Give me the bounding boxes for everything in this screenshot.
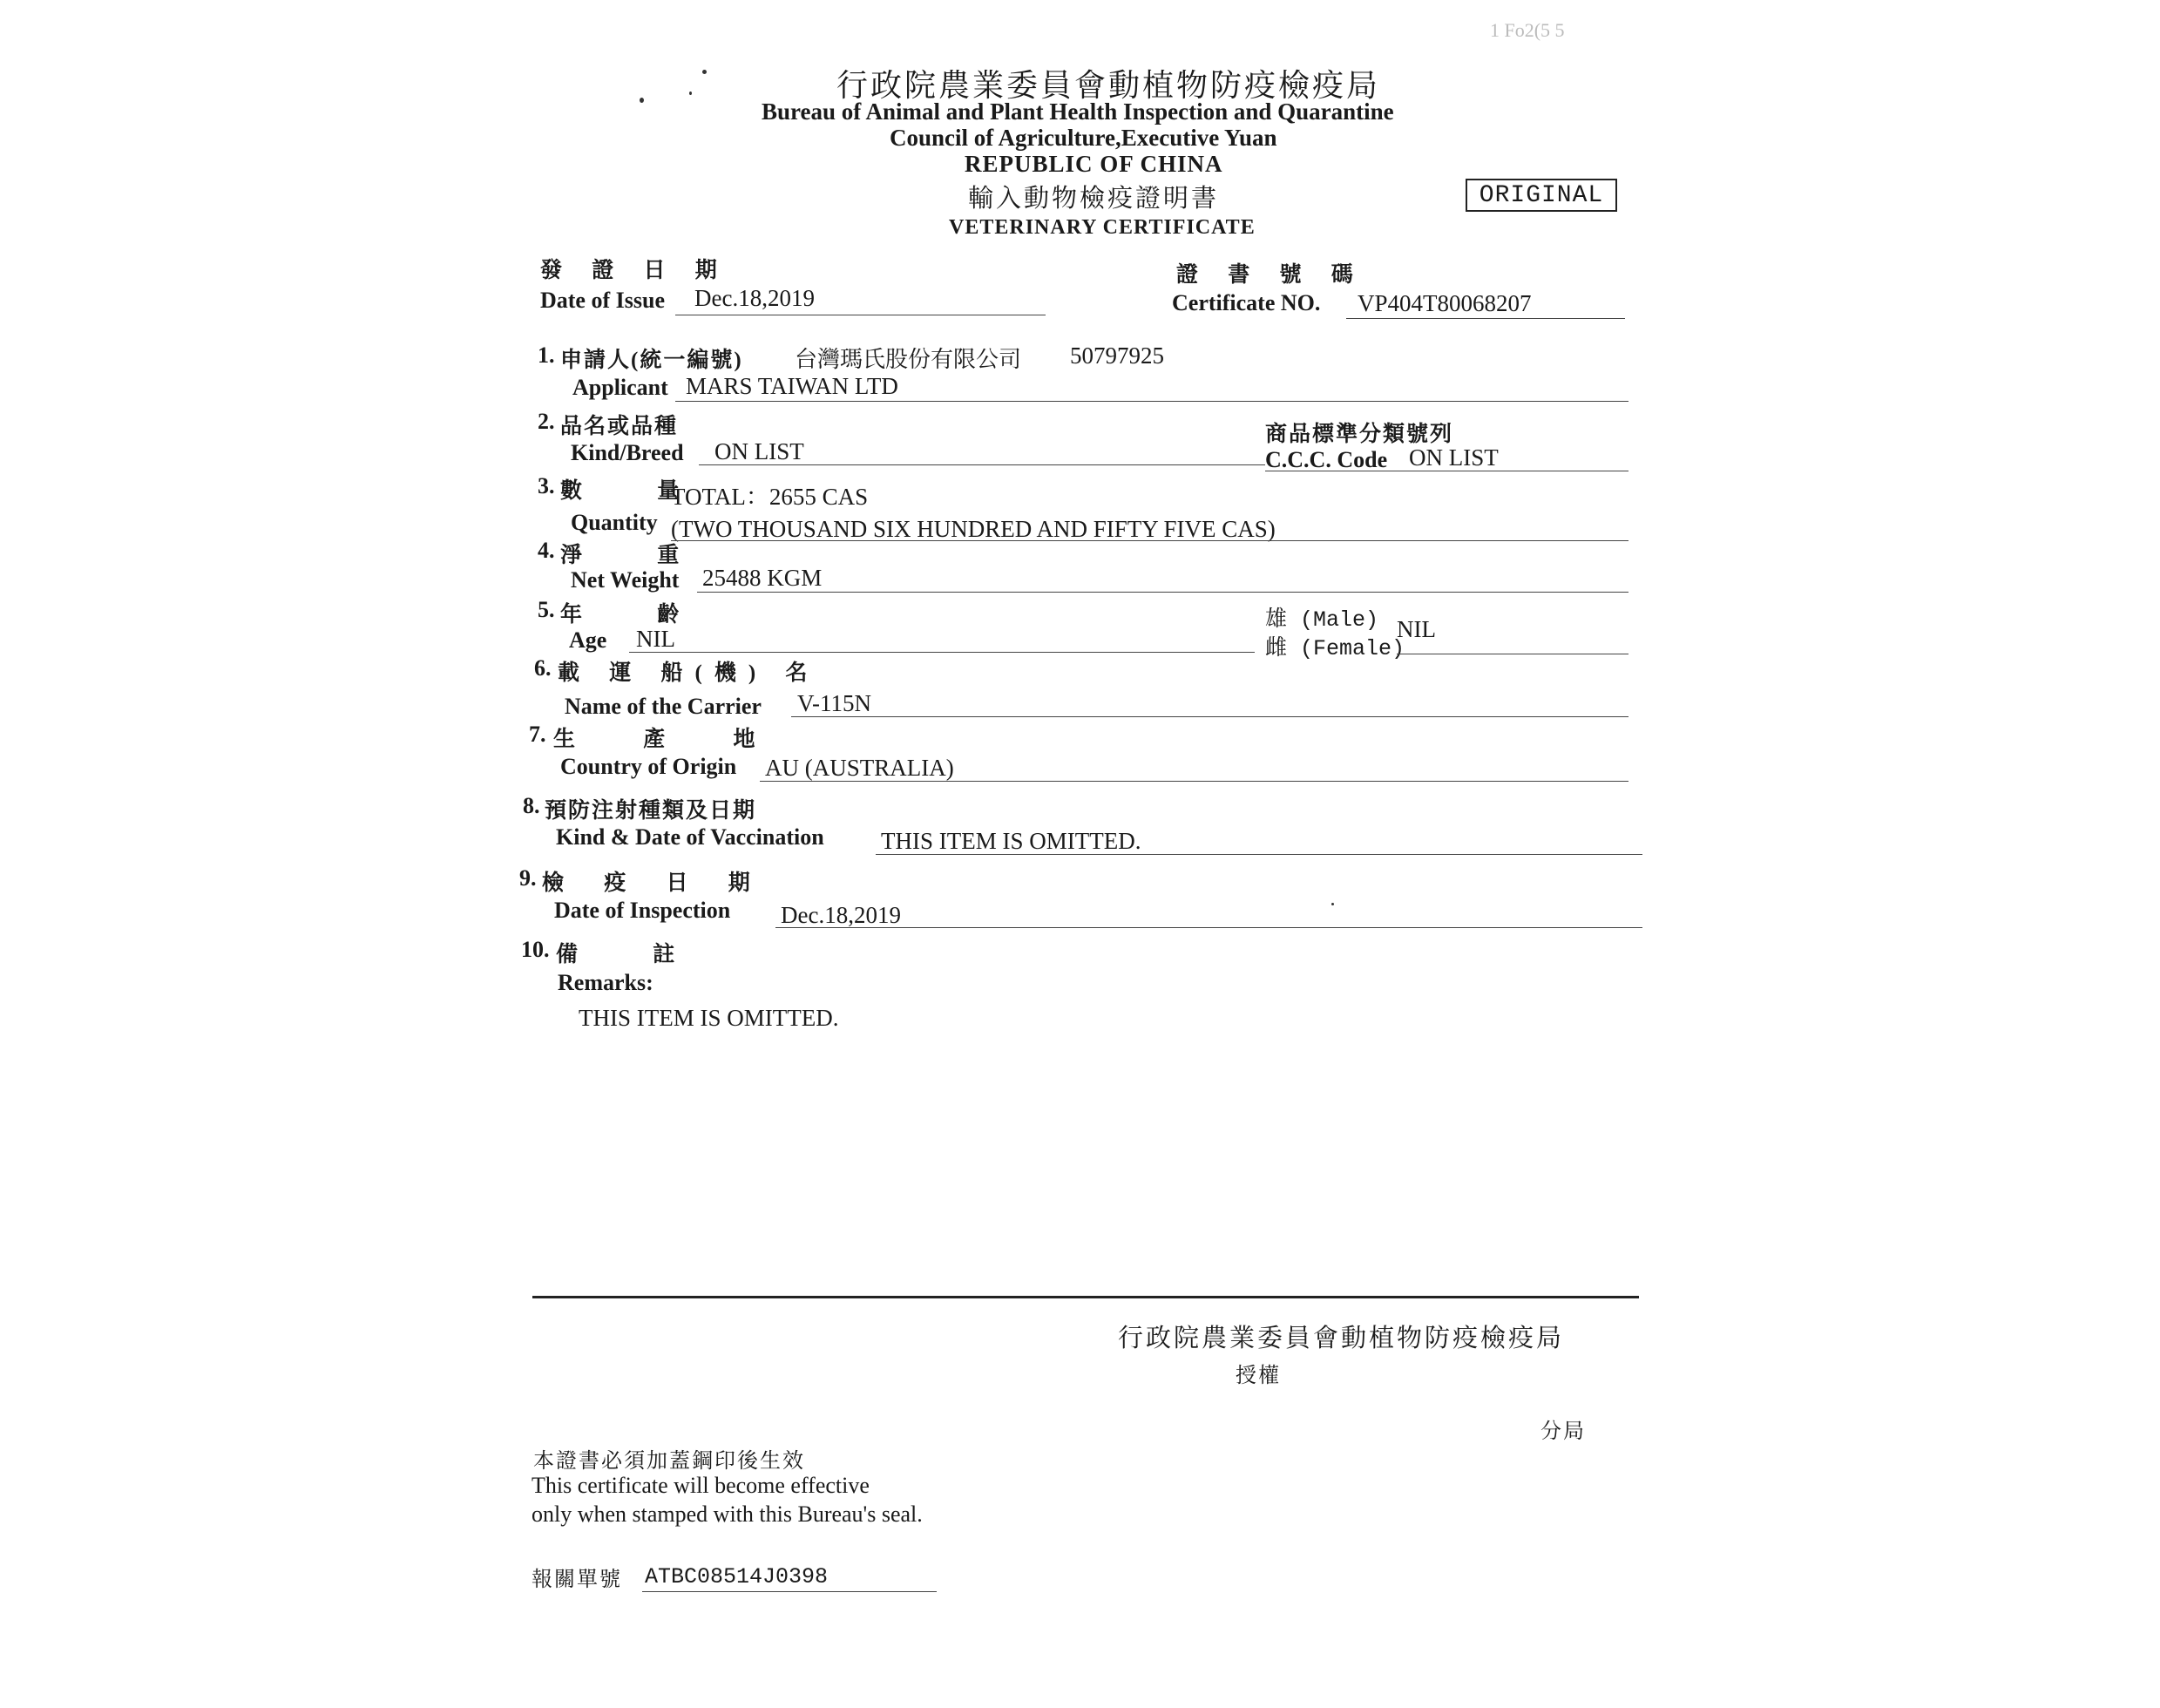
- ccc-label-zh: 商品標準分類號列: [1265, 423, 1454, 446]
- sex-value: NIL: [1397, 616, 1436, 642]
- cert-title-zh: 輸入動物檢疫證明書: [968, 185, 1220, 213]
- age-label-zh: 年 齡: [560, 603, 714, 627]
- origin-value: AU (AUSTRALIA): [765, 755, 954, 781]
- stray-mark: [702, 70, 707, 74]
- corner-scribble: 1 Fo2(5 5: [1490, 19, 1565, 41]
- customs-underline: [642, 1591, 937, 1592]
- inspection-label-en: Date of Inspection: [554, 898, 731, 923]
- header-title-zh: 行政院農業委員會動植物防疫檢疫局: [836, 68, 1381, 103]
- applicant-id-number: 50797925: [1070, 342, 1164, 369]
- applicant-underline: [675, 401, 1628, 402]
- kind-value: ON LIST: [714, 438, 804, 464]
- inspection-value: Dec.18,2019: [781, 902, 901, 928]
- carrier-label-zh: 載 運 船(機) 名: [558, 661, 820, 685]
- signature-rule: [532, 1296, 1639, 1298]
- net-weight-underline: [697, 592, 1628, 593]
- field-6-number: 6.: [534, 655, 552, 681]
- cert-no-label-zh: 證 書 號 碼: [1176, 263, 1365, 287]
- age-label-en: Age: [569, 627, 607, 653]
- notice-en-line-1: This certificate will become effective: [532, 1473, 870, 1498]
- ccc-value: ON LIST: [1409, 444, 1499, 471]
- footer-authorized-zh: 授權: [1236, 1365, 1281, 1387]
- issue-label-zh: 發 證 日 期: [540, 259, 729, 282]
- applicant-label-en: Applicant: [572, 375, 668, 400]
- applicant-label-zh: 申請人(統一編號): [560, 349, 743, 372]
- field-7-number: 7.: [529, 722, 546, 747]
- field-8-number: 8.: [523, 793, 540, 818]
- cert-no-label-en: Certificate NO.: [1172, 290, 1321, 315]
- origin-label-zh: 生 產 地: [553, 728, 787, 751]
- stray-mark: [689, 92, 692, 95]
- stray-mark: [1331, 903, 1334, 905]
- net-weight-label-en: Net Weight: [571, 567, 680, 593]
- origin-label-en: Country of Origin: [560, 754, 737, 779]
- customs-label-zh: 報關單號: [532, 1569, 622, 1591]
- header-council-en: Council of Agriculture,Executive Yuan: [890, 125, 1277, 151]
- field-3-number: 3.: [538, 473, 555, 498]
- kind-underline: [699, 464, 1265, 465]
- vaccination-label-en: Kind & Date of Vaccination: [556, 824, 824, 850]
- field-5-number: 5.: [538, 597, 555, 622]
- field-4-number: 4.: [538, 538, 555, 563]
- original-stamp: ORIGINAL: [1466, 179, 1617, 212]
- notice-zh: 本證書必須加蓋鋼印後生效: [533, 1450, 805, 1473]
- cert-no-value: VP404T80068207: [1358, 290, 1532, 316]
- kind-label-en: Kind/Breed: [571, 440, 684, 465]
- applicant-value-zh: 台灣瑪氏股份有限公司: [795, 347, 1022, 372]
- header-bureau-en: Bureau of Animal and Plant Health Inspection and Quarantine: [762, 98, 1394, 125]
- origin-underline: [760, 781, 1628, 782]
- carrier-value: V-115N: [797, 690, 872, 716]
- net-weight-value: 25488 KGM: [702, 565, 823, 591]
- inspection-underline: [775, 927, 1642, 928]
- field-9-number: 9.: [519, 865, 537, 891]
- cert-title-en: VETERINARY CERTIFICATE: [949, 216, 1256, 239]
- remarks-value: THIS ITEM IS OMITTED.: [579, 1005, 839, 1031]
- field-1-number: 1.: [538, 342, 555, 368]
- issue-date-value: Dec.18,2019: [694, 285, 815, 311]
- vaccination-label-zh: 預防注射種類及日期: [545, 799, 757, 823]
- footer-authority-zh: 行政院農業委員會動植物防疫檢疫局: [1118, 1325, 1565, 1352]
- carrier-underline: [791, 716, 1628, 717]
- carrier-label-en: Name of the Carrier: [565, 694, 762, 719]
- quantity-underline: [671, 540, 1628, 541]
- age-underline: [629, 652, 1255, 653]
- cert-no-underline: [1346, 318, 1625, 319]
- footer-branch-zh: 分局: [1540, 1420, 1586, 1443]
- vaccination-underline: [876, 854, 1642, 855]
- notice-en-line-2: only when stamped with this Bureau's seal.: [532, 1501, 923, 1527]
- quantity-value-words: (TWO THOUSAND SIX HUNDRED AND FIFTY FIVE CAS): [671, 516, 1276, 542]
- customs-value: ATBC08514J0398: [645, 1564, 829, 1589]
- male-label: 雄 (Male): [1265, 607, 1379, 633]
- vaccination-value: THIS ITEM IS OMITTED.: [881, 828, 1141, 854]
- inspection-label-zh: 檢 疫 日 期: [542, 871, 768, 895]
- net-weight-label-zh: 淨 重: [560, 544, 714, 567]
- quantity-value: TOTAL：2655 CAS: [671, 484, 869, 510]
- female-label: 雌 (Female): [1265, 636, 1405, 661]
- applicant-value-en: MARS TAIWAN LTD: [686, 373, 898, 399]
- remarks-label-zh: 備 註: [556, 943, 710, 966]
- ccc-label-en: C.C.C. Code: [1265, 447, 1388, 472]
- field-2-number: 2.: [538, 409, 555, 434]
- quantity-label-zh: 數 量: [560, 479, 714, 503]
- field-10-number: 10.: [521, 937, 550, 962]
- quantity-label-en: Quantity: [571, 510, 658, 535]
- age-value: NIL: [636, 626, 675, 652]
- header-country-en: REPUBLIC OF CHINA: [965, 151, 1223, 177]
- remarks-label-en: Remarks:: [558, 970, 653, 995]
- issue-label-en: Date of Issue: [540, 288, 665, 313]
- kind-label-zh: 品名或品種: [560, 415, 679, 438]
- stray-mark: [640, 98, 644, 103]
